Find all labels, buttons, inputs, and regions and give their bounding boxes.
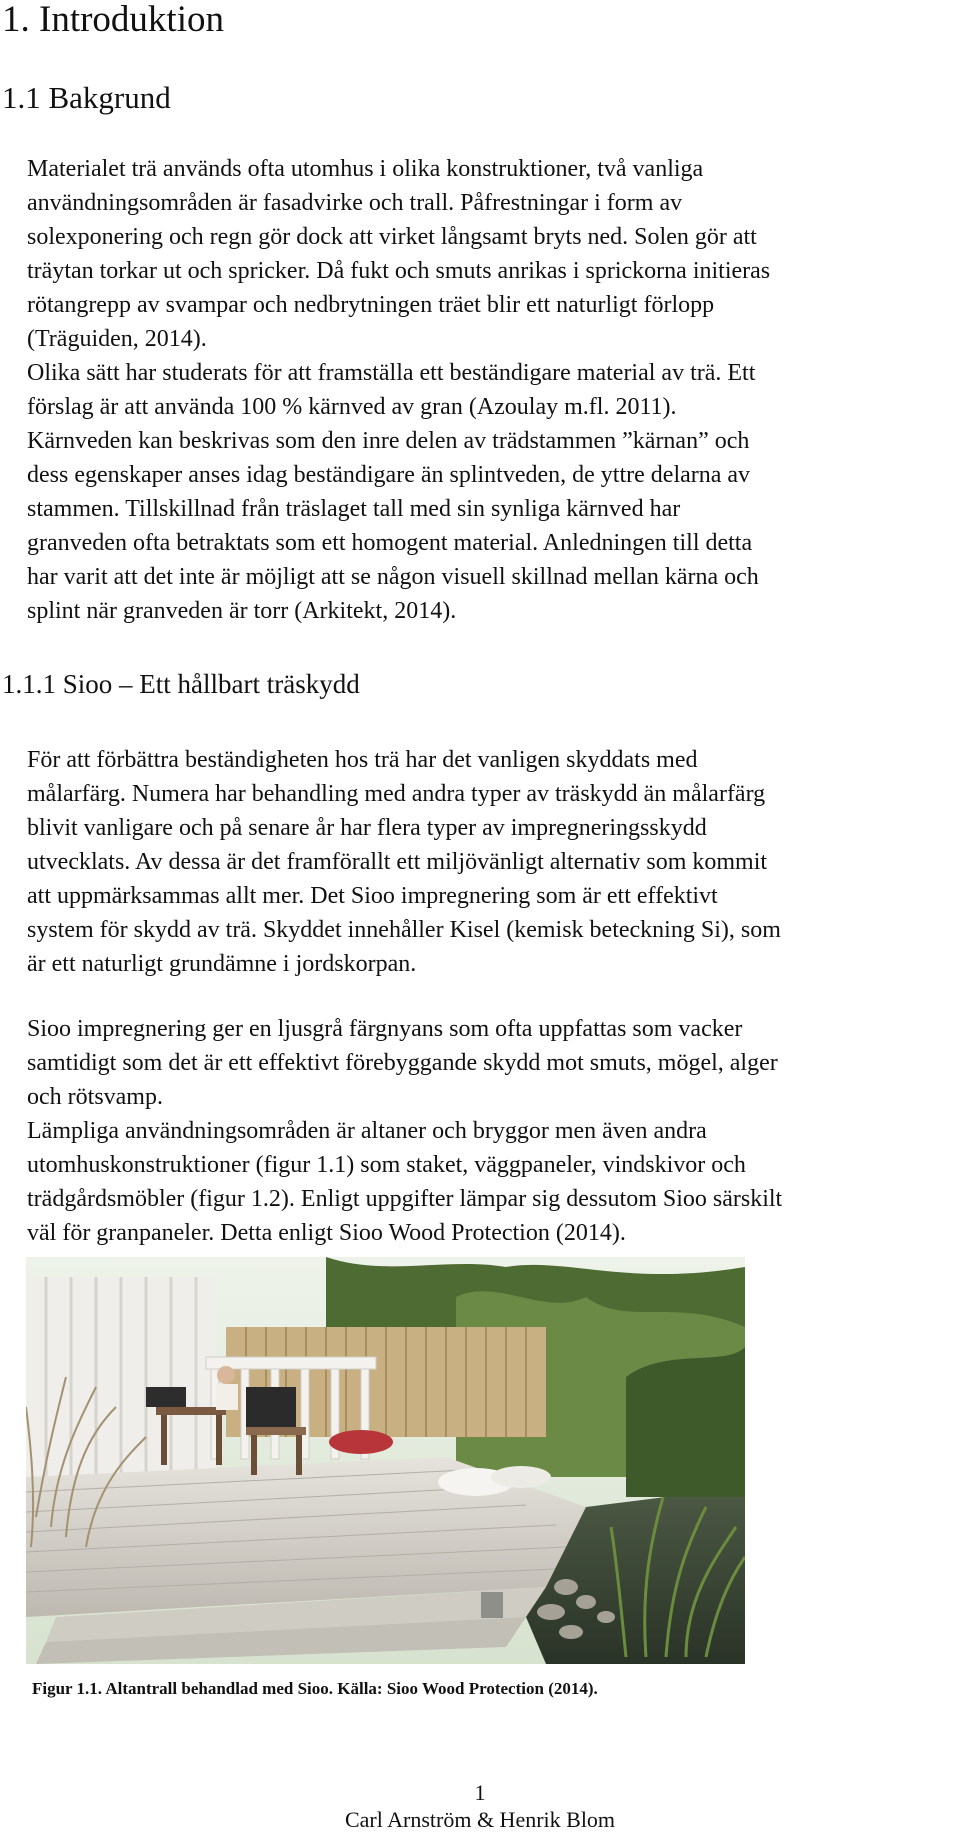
paragraph-line: väl för granpaneler. Detta enligt Sioo Wood Protection (2014). [27,1220,626,1246]
paragraph-line: Sioo impregnering ger en ljusgrå färgnyans som ofta uppfattas som vacker [27,1016,743,1042]
subsubsection-heading: 1.1.1 Sioo – Ett hållbart träskydd [2,669,360,699]
paragraph-line: är ett naturligt grundämne i jordskorpan. [27,951,417,977]
section-heading: 1. Introduktion [2,0,224,40]
paragraph-line: att uppmärksammas allt mer. Det Sioo impregnering som är ett effektivt [27,883,718,909]
white-screen-wall [26,1277,216,1477]
figure-caption: Figur 1.1. Altantrall behandlad med Sioo. Källa: Sioo Wood Protection (2014). [32,1679,598,1698]
paragraph-line: Kärnveden kan beskrivas som den inre delen av trädstammen ”kärnan” och [27,428,750,454]
sioo-paragraph-2 [27,1012,960,1250]
paragraph-line: utvecklats. Av dessa är det framförallt ett miljövänligt alternativ som kommit [27,849,768,875]
deck-photo [26,1257,745,1664]
paragraph-line: stammen. Tillskillnad från träslaget tall med sin synliga kärnved har [27,496,681,522]
paragraph-line: samtidigt som det är ett effektivt förebyggande skydd mot smuts, mögel, alger [27,1050,778,1076]
paragraph-line: system för skydd av trä. Skyddet innehåller Kisel (kemisk beteckning Si), som [27,917,781,943]
paragraph-line: har varit att det inte är möjligt att se någon visuell skillnad mellan kärna och [27,564,759,590]
paragraph-line: solexponering och regn gör dock att virket långsamt bryts ned. Solen gör att [27,224,757,250]
sioo-paragraph-1 [27,743,960,981]
paragraph-line: rötangrepp av svampar och nedbrytningen träet blir ett naturligt förlopp [27,292,715,318]
paragraph-line: trädgårdsmöbler (figur 1.2). Enligt uppgifter lämpar sig dessutom Sioo särskilt [27,1186,783,1212]
background-paragraph [27,152,960,628]
paragraph-line: dess egenskaper anses idag beständigare än splintveden, de yttre delarna av [27,462,751,488]
planter-pot [481,1592,503,1618]
deck-photo-illustration [26,1257,745,1664]
page-number: 1 [474,1780,486,1805]
paragraph-line: blivit vanligare och på senare år har flera typer av impregneringsskydd [27,815,707,841]
paragraph-line: utomhuskonstruktioner (figur 1.1) som staket, väggpaneler, vindskivor och [27,1152,746,1178]
paragraph-line: och rötsvamp. [27,1084,163,1110]
paragraph-line: granveden ofta betraktats som ett homogent material. Anledningen till detta [27,530,753,556]
paragraph-line: användningsområden är fasadvirke och trall. Påfrestningar i form av [27,190,683,216]
paragraph-line: splint när granveden är torr (Arkitekt, 2014). [27,598,457,624]
paragraph-line: målarfärg. Numera har behandling med andra typer av träskydd än målarfärg [27,781,766,807]
paragraph-line: träytan torkar ut och spricker. Då fukt och smuts anrikas i sprickorna initieras [27,258,771,284]
paragraph-line: För att förbättra beständigheten hos trä har det vanligen skyddats med [27,747,698,773]
paragraph-line: Olika sätt har studerats för att framställa ett beständigare material av trä. Ett [27,360,756,386]
foreground-bush [626,1347,745,1497]
paragraph-line: förslag är att använda 100 % kärnved av gran (Azoulay m.fl. 2011). [27,394,677,420]
paragraph-line: (Träguiden, 2014). [27,326,207,352]
paragraph-line: Materialet trä används ofta utomhus i olika konstruktioner, två vanliga [27,156,704,182]
subsection-heading: 1.1 Bakgrund [2,80,171,115]
paragraph-line: Lämpliga användningsområden är altaner och bryggor men även andra [27,1118,707,1144]
footer-authors: Carl Arnström & Henrik Blom [344,1807,616,1832]
